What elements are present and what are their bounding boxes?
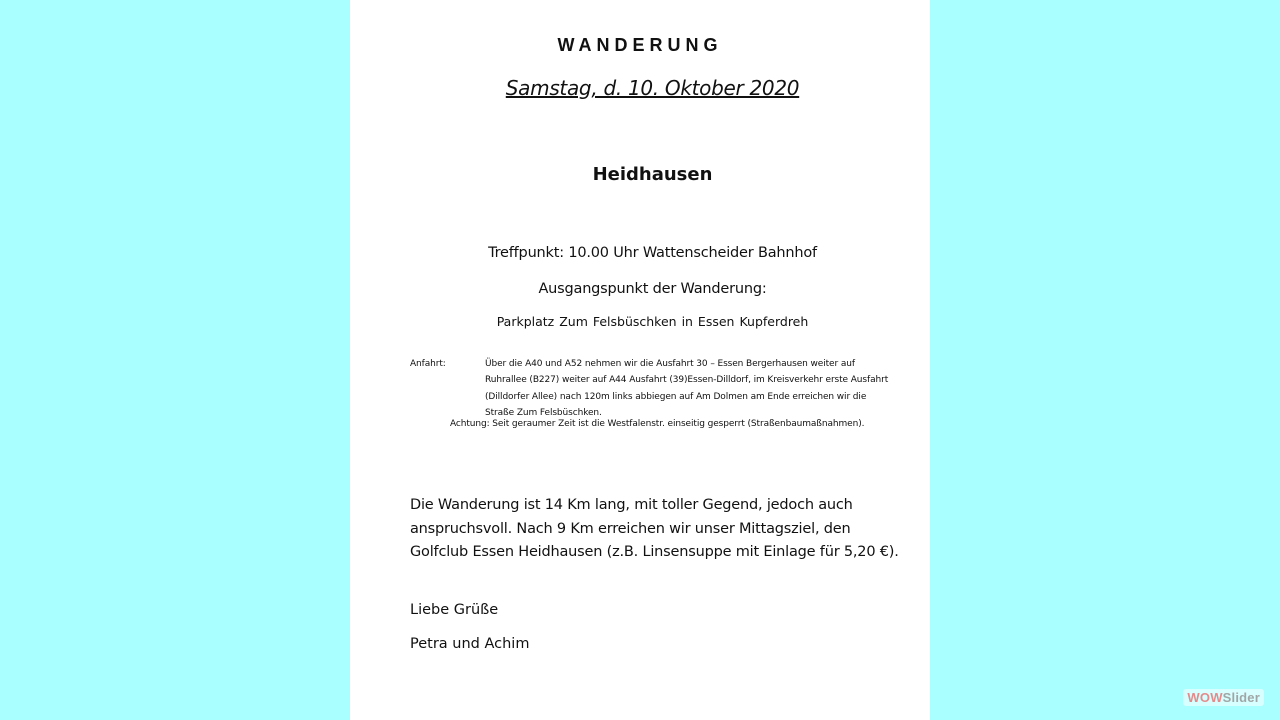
caution-note: Achtung: Seit geraumer Zeit ist die Westfalenstr. einseitig gesperrt (Straßenbaumaßnahmen). — [450, 419, 865, 429]
start-heading: Ausgangspunkt der Wanderung: — [538, 281, 767, 297]
event-place: Heidhausen — [592, 164, 713, 185]
signature: Petra und Achim — [410, 636, 530, 652]
document-title: WANDERUNG — [557, 35, 723, 55]
directions-label: Anfahrt: — [410, 359, 446, 369]
hike-description: Die Wanderung ist 14 Km lang, mit toller Gegend, jedoch auch anspruchsvoll. Nach 9 Km erreichen wir unser Mittagsziel, den Golfclub Essen Heidhausen (z.B. Linsensuppe mit Einlage für 5,20 €). — [410, 497, 899, 560]
event-date: Samstag, d. 10. Oktober 2020 — [505, 76, 800, 100]
meeting-point: Treffpunkt: 10.00 Uhr Wattenscheider Bahnhof — [488, 245, 817, 261]
watermark-wow: WOW — [1187, 690, 1223, 705]
parking-location: Parkplatz Zum Felsbüschken in Essen Kupferdreh — [496, 314, 809, 329]
directions-text: Über die A40 und A52 nehmen wir die Ausfahrt 30 – Essen Bergerhausen weiter auf Ruhrallee (B227) weiter auf A44 Ausfahrt (39)Essen-Dilldorf, im Kreisverkehr erste Ausfahrt (Dilldorfer Allee) nach 120m links abbiegen auf Am Dolmen am Ende erreichen wir die Straße Zum Felsbüschken. — [485, 359, 889, 418]
document-page — [350, 0, 930, 720]
watermark-slider: Slider — [1222, 690, 1260, 705]
greeting: Liebe Grüße — [410, 602, 499, 618]
slider-watermark — [1183, 689, 1264, 706]
